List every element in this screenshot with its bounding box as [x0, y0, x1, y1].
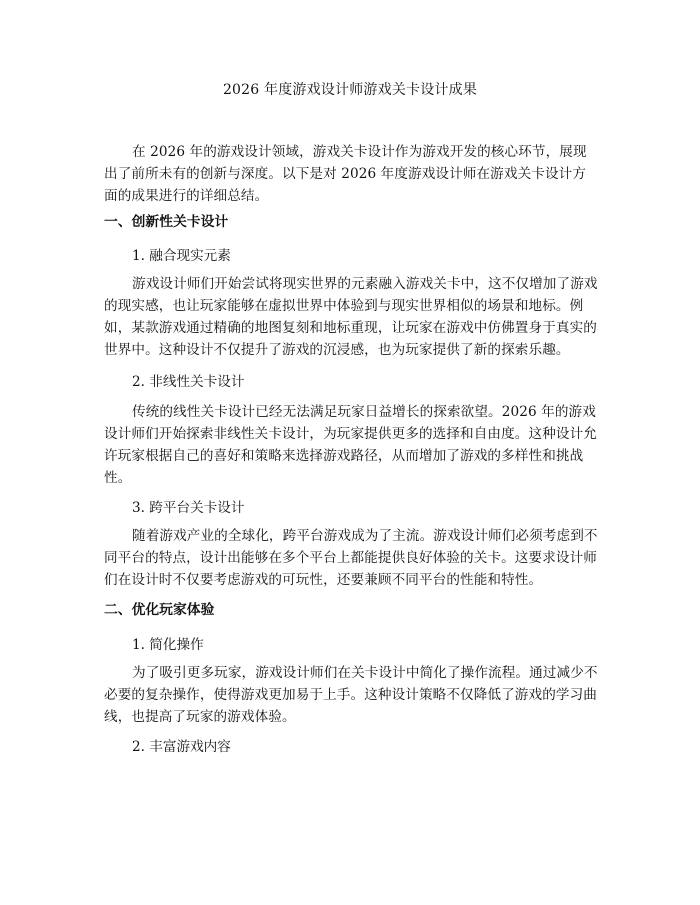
intro-paragraph: 在 2026 年的游戏设计领域，游戏关卡设计作为游戏开发的核心环节，展现出了前所未有的创新与深度。以下是对 2026 年度游戏设计师在游戏关卡设计方面的成果进行的详细总结。 [104, 144, 587, 204]
subheading-nonlinear-levels: 2. 非线性关卡设计 [132, 374, 245, 390]
section-heading-innovation: 一、创新性关卡设计 [104, 214, 229, 230]
subheading-real-elements: 1. 融合现实元素 [132, 248, 231, 264]
subheading-cross-platform-levels: 3. 跨平台关卡设计 [132, 500, 245, 516]
paragraph-simplified-controls: 为了吸引更多玩家，游戏设计师们在关卡设计中简化了操作流程。通过减少不必要的复杂操作，使得游戏更加易于上手。这种设计策略不仅降低了游戏的学习曲线，也提高了玩家的游戏体验。 [104, 665, 598, 725]
paragraph-real-elements: 游戏设计师们开始尝试将现实世界的元素融入游戏关卡中，这不仅增加了游戏的现实感，也让玩家能够在虚拟世界中体验到与现实世界相似的场景和地标。例如，某款游戏通过精确的地图复刻和地标重现，让玩家在游戏中仿佛置身于真实的世界中。这种设计不仅提升了游戏的沉浸感，也为玩家提供了新的探索乐趣。 [104, 276, 598, 358]
document-title: 2026 年度游戏设计师游戏关卡设计成果 [222, 82, 478, 98]
paragraph-nonlinear-levels: 传统的线性关卡设计已经无法满足玩家日益增长的探索欲望。2026 年的游戏设计师们开始探索非线性关卡设计，为玩家提供更多的选择和自由度。这种设计允许玩家根据自己的喜好和策略来选择游戏路径，从而增加了游戏的多样性和挑战性。 [104, 404, 597, 486]
subheading-simplified-controls: 1. 简化操作 [132, 637, 204, 653]
section-heading-player-experience: 二、优化玩家体验 [104, 602, 215, 618]
subheading-rich-content: 2. 丰富游戏内容 [132, 739, 231, 755]
paragraph-cross-platform-levels: 随着游戏产业的全球化，跨平台游戏成为了主流。游戏设计师们必须考虑到不同平台的特点，设计出能够在多个平台上都能提供良好体验的关卡。这要求设计师们在设计时不仅要考虑游戏的可玩性，还要兼顾不同平台的性能和特性。 [104, 528, 598, 588]
